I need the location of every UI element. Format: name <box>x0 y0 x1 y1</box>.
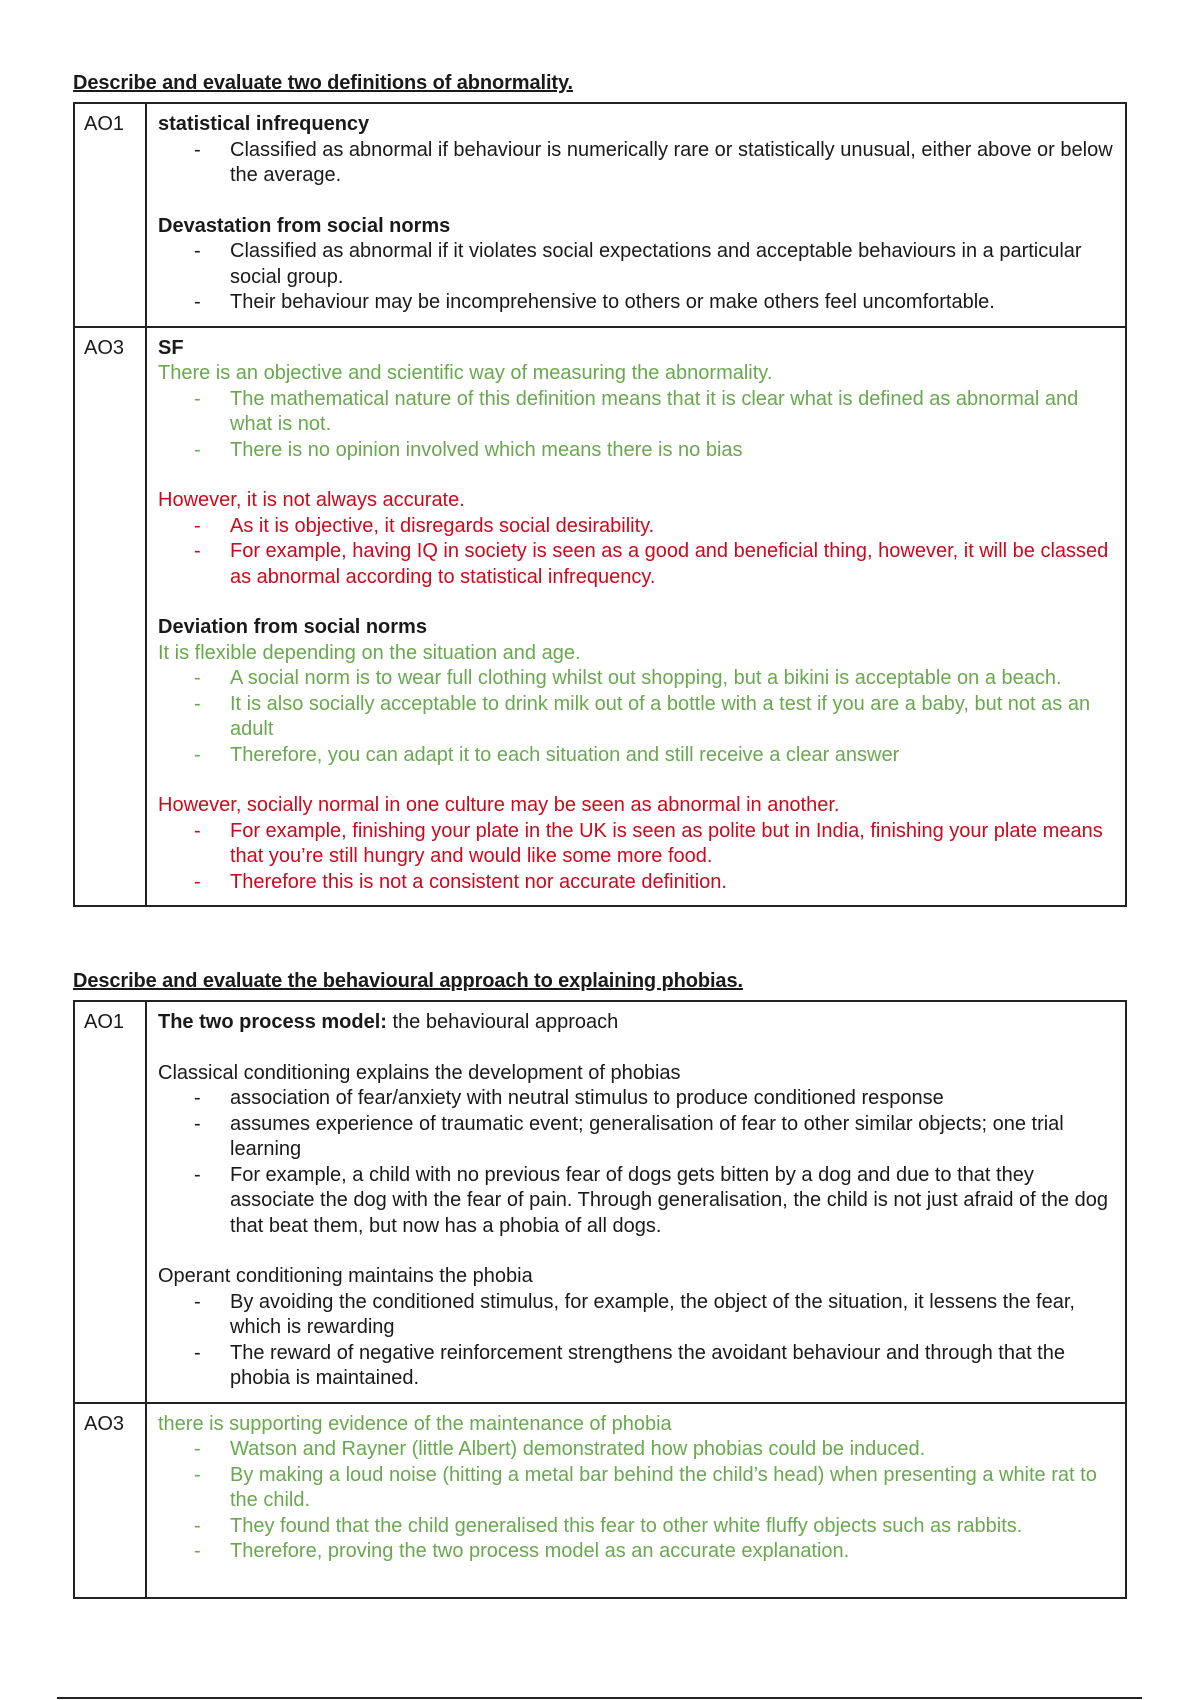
table-row-ao3 <box>74 327 1126 907</box>
row-label: AO3 <box>74 327 146 907</box>
list-item: - Classified as abnormal if behaviour is numerically rare or statistically unusual, either above or below the average. <box>230 138 1115 189</box>
list-item: - It is also socially acceptable to drink milk out of a bottle with a test if you are a baby, but not as an adult <box>230 692 1115 743</box>
block-lead: It is flexible depending on the situation and age. <box>158 641 581 664</box>
section-1-heading: Describe and evaluate two definitions of abnormality. <box>73 72 573 94</box>
list-item: - For example, finishing your plate in the UK is seen as polite but in India, finishing your plate means that you’re still hungry and would like some more food. <box>230 819 1115 870</box>
table-row-ao3 <box>74 1403 1126 1598</box>
content-block <box>158 1061 1115 1240</box>
bullet-list <box>158 819 1115 896</box>
section-2-heading: Describe and evaluate the behavioural approach to explaining phobias. <box>73 970 743 992</box>
row-label: AO1 <box>74 103 146 327</box>
block-title: SF <box>158 336 184 359</box>
bullet-list <box>158 1086 1115 1239</box>
block-title-suffix: the behavioural approach <box>386 1011 619 1033</box>
table-row-ao1 <box>74 1001 1126 1403</box>
list-item: - The reward of negative reinforcement strengthens the avoidant behaviour and through that the phobia is maintained. <box>230 1341 1115 1392</box>
block-title: statistical infrequency <box>158 113 370 135</box>
bullet-list <box>158 1290 1115 1392</box>
row-label: AO1 <box>74 1001 146 1403</box>
block-title: Devastation from social norms <box>158 214 451 237</box>
list-item: - As it is objective, it disregards social desirability. <box>230 514 1115 540</box>
list-item: - There is no opinion involved which means there is no bias <box>230 438 1115 464</box>
list-item: - For example, having IQ in society is seen as a good and beneficial thing, however, it will be classed as abnormal according to statistical infrequency. <box>230 539 1115 590</box>
bullet-list <box>158 239 1115 316</box>
block-lead: there is supporting evidence of the maintenance of phobia <box>158 1412 672 1435</box>
bullet-list <box>158 514 1115 591</box>
block-title: The two process model: <box>158 1011 387 1033</box>
list-item: - Classified as abnormal if it violates social expectations and acceptable behaviours in a particular social group. <box>230 239 1115 290</box>
content-block-strength <box>158 615 1115 768</box>
block-lead: Operant conditioning maintains the phobia <box>158 1265 533 1287</box>
content-block <box>158 1010 1115 1036</box>
block-lead: However, socially normal in one culture may be seen as abnormal in another. <box>158 794 840 816</box>
list-item: - Therefore, you can adapt it to each situation and still receive a clear answer <box>230 743 1115 769</box>
table-row-ao1 <box>74 103 1126 327</box>
content-block <box>158 1264 1115 1392</box>
content-block-strength <box>158 1412 1115 1565</box>
bullet-list <box>158 138 1115 189</box>
list-item: - For example, a child with no previous fear of dogs gets bitten by a dog and due to that they associate the dog with the fear of pain. Through generalisation, the child is not just afraid of the dog that beat them, but now has a phobia of all dogs. <box>230 1163 1115 1240</box>
list-item: - By making a loud noise (hitting a metal bar behind the child’s head) when presenting a white rat to the child. <box>230 1463 1115 1514</box>
bullet-list <box>158 1437 1115 1565</box>
list-item: - By avoiding the conditioned stimulus, for example, the object of the situation, it lessens the fear, which is rewarding <box>230 1290 1115 1341</box>
section-1-table <box>73 102 1127 907</box>
page-bottom-divider <box>57 1697 1142 1699</box>
row-content <box>146 103 1126 327</box>
list-item: - Therefore this is not a consistent nor accurate definition. <box>230 870 1115 896</box>
bullet-list <box>158 387 1115 464</box>
content-block-weakness <box>158 793 1115 895</box>
row-content <box>146 1403 1126 1598</box>
list-item: - association of fear/anxiety with neutral stimulus to produce conditioned response <box>230 1086 1115 1112</box>
block-title: Deviation from social norms <box>158 616 427 638</box>
content-block <box>158 112 1115 189</box>
block-lead: There is an objective and scientific way of measuring the abnormality. <box>158 362 773 384</box>
list-item: - Watson and Rayner (little Albert) demonstrated how phobias could be induced. <box>230 1437 1115 1463</box>
row-content <box>146 327 1126 907</box>
list-item: - The mathematical nature of this definition means that it is clear what is defined as abnormal and what is not. <box>230 387 1115 438</box>
section-2-table <box>73 1000 1127 1599</box>
content-block <box>158 214 1115 316</box>
row-content <box>146 1001 1126 1403</box>
list-item: - assumes experience of traumatic event; generalisation of fear to other similar objects; one trial learning <box>230 1112 1115 1163</box>
list-item: - They found that the child generalised this fear to other white fluffy objects such as rabbits. <box>230 1514 1115 1540</box>
row-label: AO3 <box>74 1403 146 1598</box>
bullet-list <box>158 666 1115 768</box>
content-block-weakness <box>158 488 1115 590</box>
list-item: - Therefore, proving the two process model as an accurate explanation. <box>230 1539 1115 1565</box>
list-item: - Their behaviour may be incomprehensive to others or make others feel uncomfortable. <box>230 290 1115 316</box>
list-item: - A social norm is to wear full clothing whilst out shopping, but a bikini is acceptable on a beach. <box>230 666 1115 692</box>
content-block-strength <box>158 336 1115 464</box>
block-lead: Classical conditioning explains the development of phobias <box>158 1061 681 1084</box>
block-lead: However, it is not always accurate. <box>158 489 465 511</box>
